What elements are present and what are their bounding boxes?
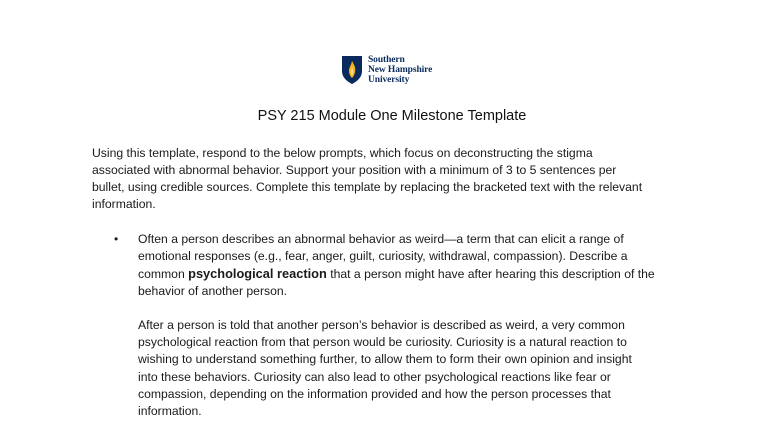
prompt-line [138,265,713,283]
intro-line: associated with abnormal behavior. Support your position with a minimum of 3 to 5 sentences per [92,163,617,177]
prompt-line: emotional responses (e.g., fear, anger, guilt, curiosity, withdrawal, compassion). Describe a [138,249,628,263]
logo-text-line3: University [368,75,410,85]
answer-line: into these behaviors. Curiosity can also lead to other psychological reactions like fear or [138,369,611,384]
intro-line: Using this template, respond to the below prompts, which focus on deconstructing the stigma [92,146,593,160]
prompt-line-end: that a person might have after hearing this description of the [326,267,655,281]
bullet-symbol: • [114,232,119,246]
logo-text-line2: New Hampshire [368,65,433,75]
prompt-line-start: common [138,267,189,281]
intro-paragraph [92,145,692,213]
prompt-emphasis: psychological reaction [188,266,327,281]
intro-line: bullet, using credible sources. Complete this template by replacing the bracketed text with the relevant [92,180,643,194]
shield-flame-icon [341,55,363,85]
intro-line: information. [92,197,156,211]
answer-paragraph[interactable] [138,317,698,420]
university-logo [341,55,432,85]
document-title: PSY 215 Module One Milestone Template [257,108,527,124]
answer-line: compassion, depending on the information provided and how the person processes that [138,386,611,401]
answer-line: psychological reaction from that person would be curiosity. Curiosity is a natural reaction to [138,335,627,350]
answer-line: wishing to understand something further, to allow them to form their own opinion and insight [138,352,632,367]
logo-text-line1: Southern [368,55,405,65]
prompt-line: behavior of another person. [138,284,288,298]
answer-line: After a person is told that another person’s behavior is described as weird, a very common [138,318,625,332]
answer-line: information. [138,404,202,419]
prompt-text [138,231,713,300]
prompt-line: Often a person describes an abnormal behavior as weird—a term that can elicit a range of [138,232,624,246]
